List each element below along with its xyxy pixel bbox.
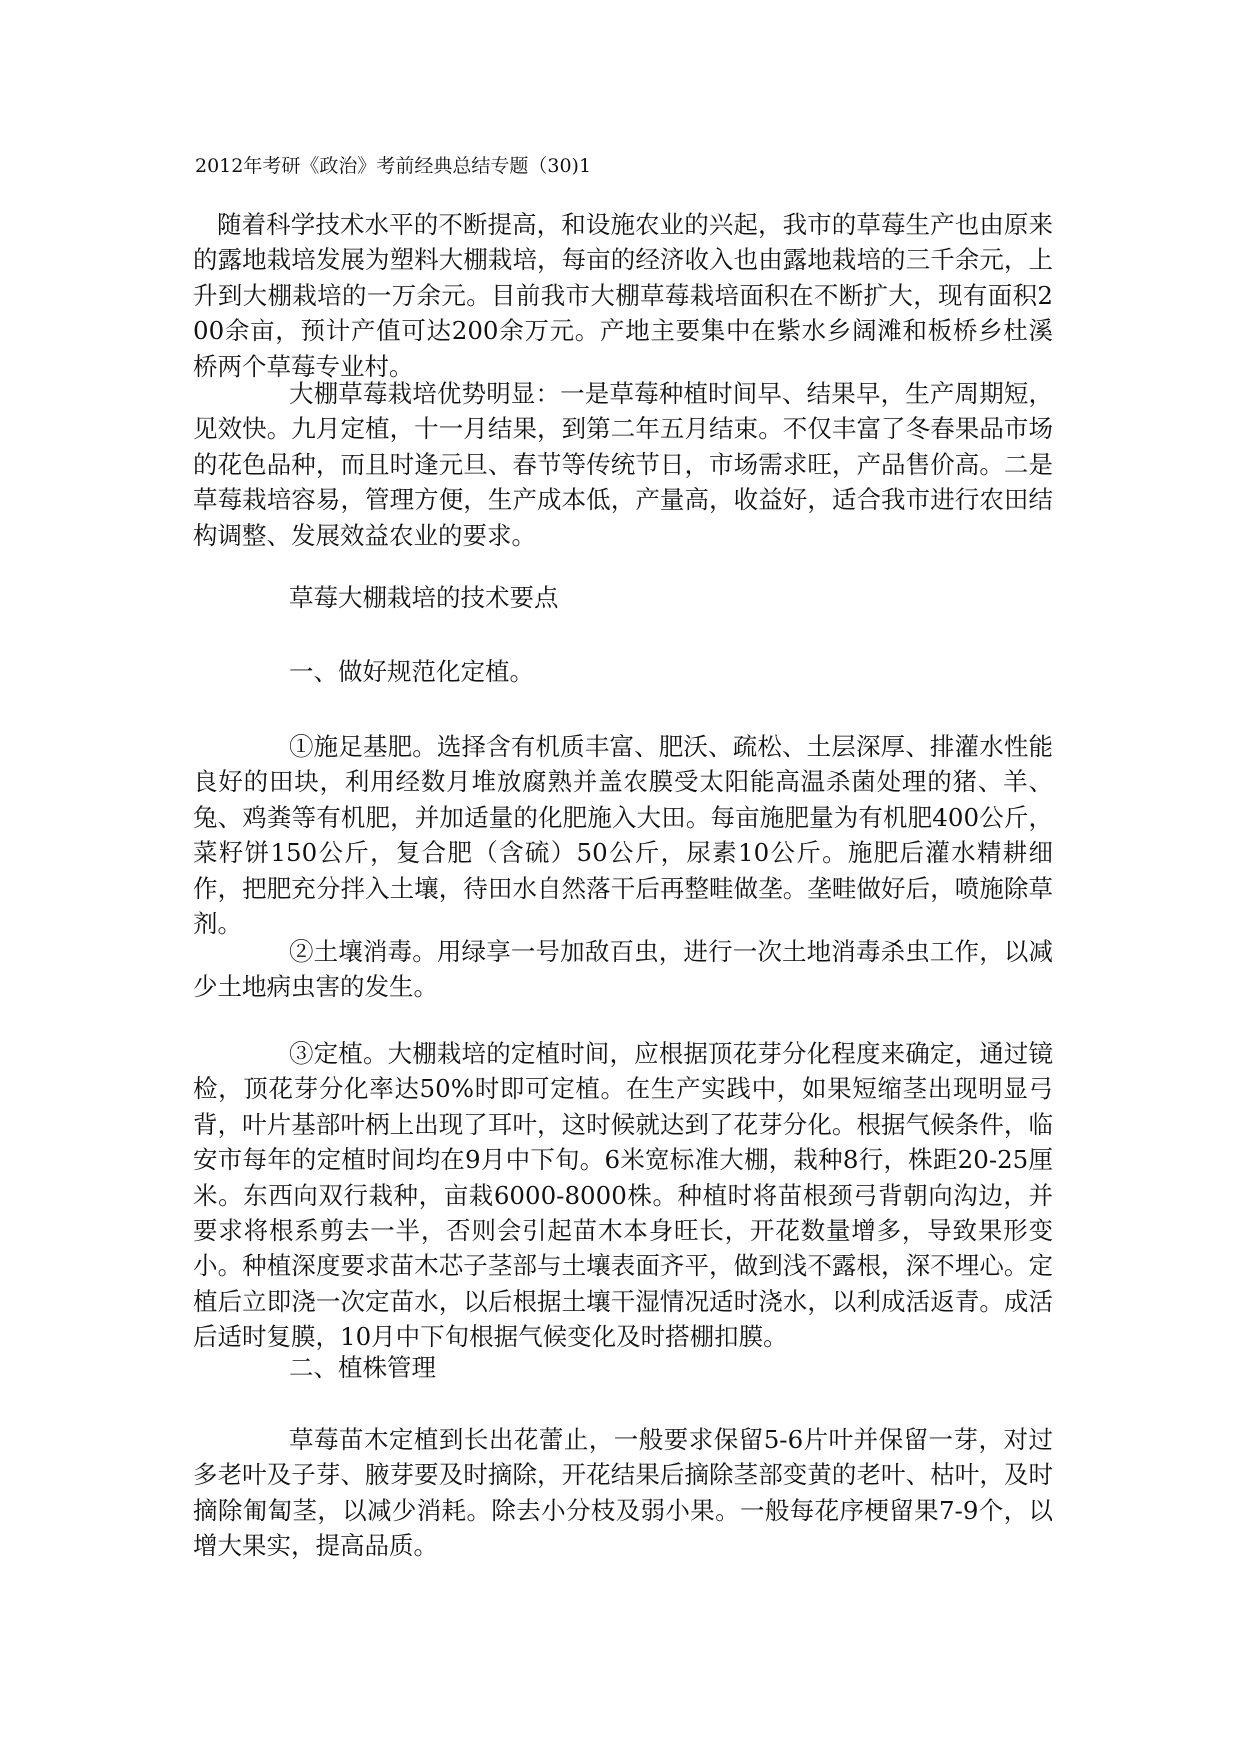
section-2-heading: 二、植株管理 bbox=[289, 1353, 436, 1382]
document-title: 2012年考研《政治》考前经典总结专题（30)1 bbox=[195, 155, 592, 177]
paragraph-intro: 随着科学技术水平的不断提高，和设施农业的兴起，我市的草莓生产也由原来的露地栽培发展为塑料大棚栽培，每亩的经济收入也由露地栽培的三千余元，上升到大棚栽培的一万余元。目前我市大棚草莓栽培面积在不断扩大，现有面积200余亩，预计产值可达200余万元。产地主要集中在紫水乡阔滩和板桥乡杜溪桥两个草莓专业村。 bbox=[193, 210, 1053, 381]
paragraph-soil-disinfection: ②土壤消毒。用绿享一号加敌百虫，进行一次土地消毒杀虫工作，以减少土地病虫害的发生。 bbox=[193, 937, 1053, 1002]
paragraph-planting: ③定植。大棚栽培的定植时间，应根据顶花芽分化程度来确定，通过镜检，顶花芽分化率达50%时即可定植。在生产实践中，如果短缩茎出现明显弓背，叶片基部叶柄上出现了耳叶，这时候就达到了花芽分化。根据气候条件，临安市每年的定植时间均在9月中下旬。6米宽标准大棚，栽种8行，株距20-25厘米。东西向双行栽种，亩栽6000-8000株。种植时将苗根颈弓背朝向沟边，并要求将根系剪去一半，否则会引起苗木本身旺长，开花数量增多，导致果形变小。种植深度要求苗木芯子茎部与土壤表面齐平，做到浅不露根，深不埋心。定植后立即浇一次定苗水，以后根据土壤干湿情况适时浇水，以利成活返青。成活后适时复膜，10月中下旬根据气候变化及时搭棚扣膜。 bbox=[193, 1039, 1053, 1352]
paragraph-base-fertilizer: ①施足基肥。选择含有机质丰富、肥沃、疏松、土层深厚、排灌水性能良好的田块，利用经数月堆放腐熟并盖农膜受太阳能高温杀菌处理的猪、羊、兔、鸡粪等有机肥，并加适量的化肥施入大田。每亩施肥量为有机肥400公斤，菜籽饼150公斤，复合肥（含硫）50公斤，尿素10公斤。施肥后灌水精耕细作，把肥充分拌入土壤，待田水自然落干后再整畦做垄。垄畦做好后，喷施除草剂。 bbox=[193, 732, 1053, 939]
technical-points-heading: 草莓大棚栽培的技术要点 bbox=[289, 583, 559, 612]
section-1-heading: 一、做好规范化定植。 bbox=[289, 657, 534, 686]
paragraph-advantages: 大棚草莓栽培优势明显：一是草莓种植时间早、结果早，生产周期短，见效快。九月定植，十一月结果，到第二年五月结束。不仅丰富了冬春果品市场的花色品种，而且时逢元旦、春节等传统节日，市场需求旺，产品售价高。二是草莓栽培容易，管理方便，生产成本低，产量高，收益好，适合我市进行农田结构调整、发展效益农业的要求。 bbox=[193, 379, 1053, 550]
paragraph-plant-management: 草莓苗木定植到长出花蕾止，一般要求保留5-6片叶并保留一芽，对过多老叶及子芽、腋芽要及时摘除，开花结果后摘除茎部变黄的老叶、枯叶，及时摘除匍匐茎，以减少消耗。除去小分枝及弱小果。一般每花序梗留果7-9个，以增大果实，提高品质。 bbox=[193, 1425, 1053, 1561]
